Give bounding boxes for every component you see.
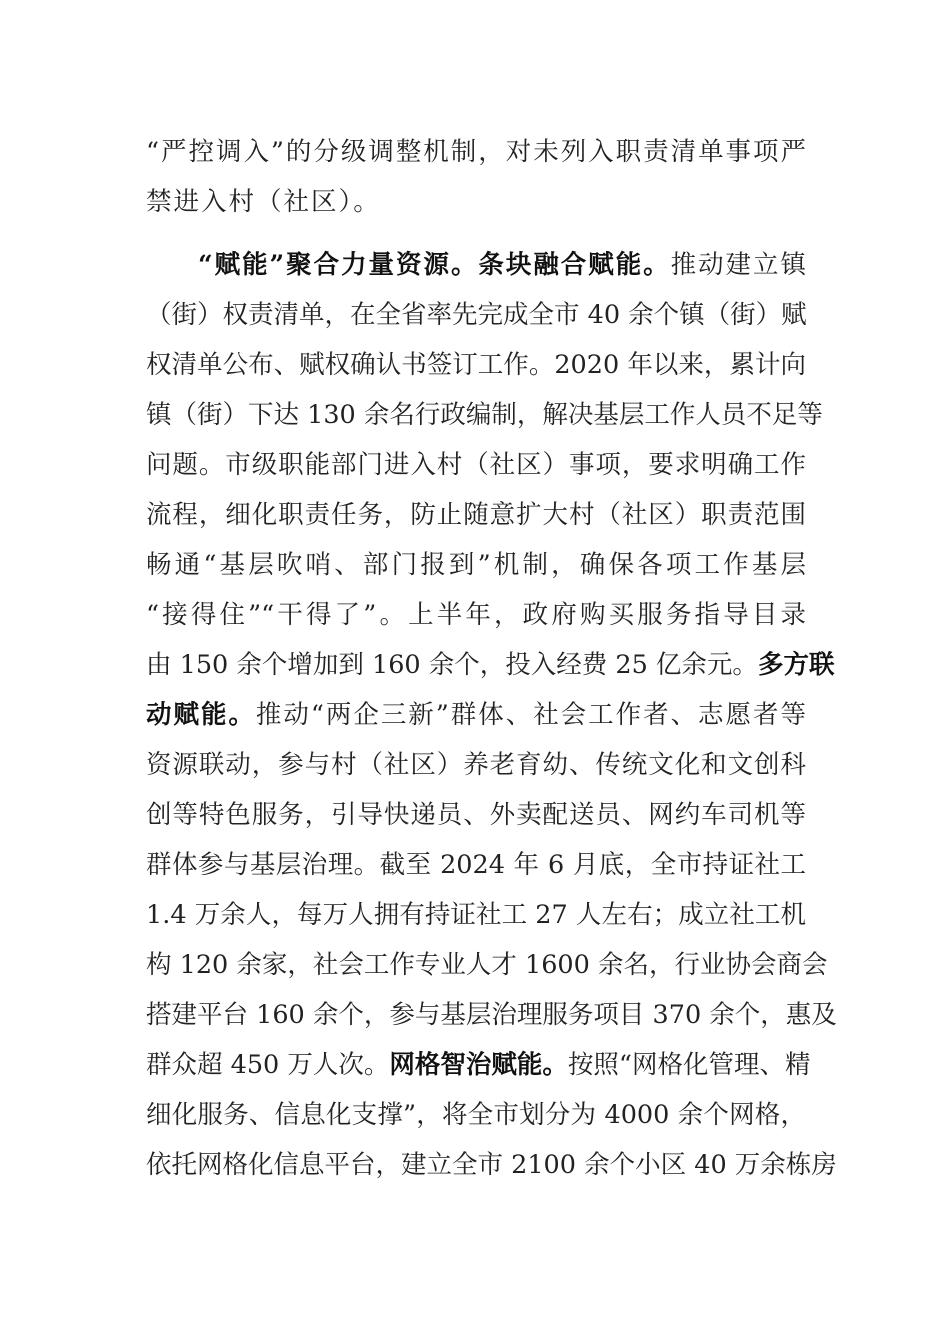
text-span: 镇（街）下达 130 余名行政编制，解决基层工作人员不足等: [146, 400, 823, 430]
text-line: [146, 180, 806, 224]
text-span: 创等特色服务，引导快递员、外卖配送员、网约车司机等: [146, 800, 806, 830]
text-line: [146, 293, 806, 337]
text-line: [146, 393, 823, 437]
subsection-heading: 动赋能。: [146, 700, 256, 730]
text-line: [146, 1143, 837, 1187]
text-span: （街）权责清单，在全省率先完成全市 40 余个镇（街）赋: [146, 300, 807, 330]
text-line: [146, 643, 835, 687]
text-span: 群体参与基层治理。截至 2024 年 6 月底，全市持证社工: [146, 850, 806, 880]
text-line: [146, 1043, 811, 1087]
text-line: [146, 130, 806, 174]
text-span: 流程，细化职责任务，防止随意扩大村（社区）职责范围: [146, 500, 806, 530]
text-span: 推动建立镇: [670, 250, 806, 280]
text-line: [146, 693, 806, 737]
text-span: 禁进入村（社区）。: [146, 187, 381, 217]
text-span: 由 150 余个增加到 160 余个，投入经费 25 亿余元。: [146, 650, 758, 680]
section-heading: “赋能”聚合力量资源。: [198, 250, 479, 280]
text-span: 权清单公布、赋权确认书签订工作。2020 年以来，累计向: [146, 350, 806, 380]
text-line: [146, 593, 806, 637]
text-line: [146, 493, 806, 537]
text-line: [146, 843, 806, 887]
text-line: [146, 443, 806, 487]
text-span: 资源联动，参与村（社区）养老育幼、传统文化和文创科: [146, 750, 806, 780]
text-line: [146, 343, 806, 387]
text-line: [146, 943, 828, 987]
text-span: 按照“网格化管理、精: [567, 1050, 811, 1080]
text-span: “接得住”“干得了”。上半年，政府购买服务指导目录: [146, 600, 806, 630]
text-span: “严控调入”的分级调整机制，对未列入职责清单事项严: [146, 137, 806, 167]
text-line: [146, 1093, 806, 1137]
text-span: 细化服务、信息化支撑”，将全市划分为 4000 余个网格，: [146, 1100, 806, 1130]
subsection-heading: 多方联: [757, 650, 835, 680]
subsection-heading: 网格智治赋能。: [389, 1050, 568, 1080]
text-span: 畅通“基层吹哨、部门报到”机制，确保各项工作基层: [146, 550, 806, 580]
text-span: 1.4 万余人，每万人拥有持证社工 27 人左右；成立社工机: [146, 900, 806, 930]
text-line: [146, 743, 806, 787]
text-span: 搭建平台 160 余个，参与基层治理服务项目 370 余个，惠及: [146, 1000, 837, 1030]
text-line: [146, 993, 837, 1037]
paragraph-first-line: [198, 243, 806, 287]
text-span: 问题。市级职能部门进入村（社区）事项，要求明确工作: [146, 450, 806, 480]
subsection-heading: 条块融合赋能。: [478, 250, 671, 280]
text-line: [146, 793, 806, 837]
text-span: 构 120 余家，社会工作专业人才 1600 余名，行业协会商会: [146, 950, 828, 980]
text-span: 推动“两企三新”群体、社会工作者、志愿者等: [255, 700, 806, 730]
text-span: 群众超 450 万人次。: [146, 1050, 390, 1080]
text-span: 依托网格化信息平台，建立全市 2100 余个小区 40 万余栋房: [146, 1150, 837, 1180]
text-line: [146, 543, 806, 587]
text-line: [146, 893, 806, 937]
